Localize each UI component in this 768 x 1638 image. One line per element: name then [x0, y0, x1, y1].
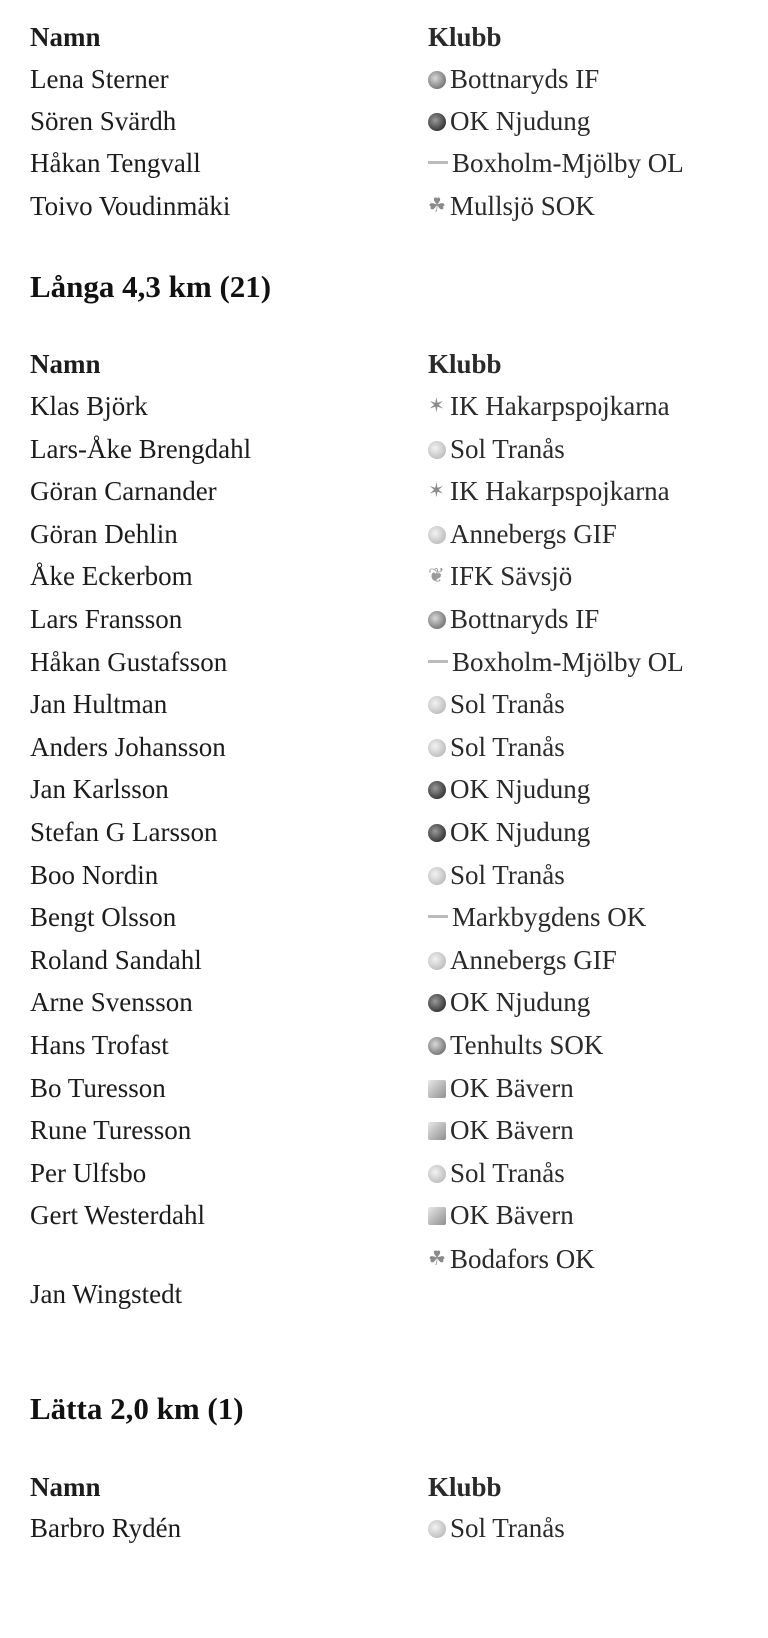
- runner-club: [428, 599, 599, 639]
- bottnaryds-logo-icon: [428, 71, 446, 89]
- bavern-logo-icon: [428, 1080, 446, 1098]
- name-column-header: Namn: [30, 349, 101, 379]
- anneberg-logo-icon: [428, 526, 446, 544]
- runner-name: Boo Nordin: [30, 859, 159, 890]
- table-header-row: [0, 1467, 768, 1507]
- sol-logo-icon: [428, 441, 446, 459]
- table-row: [0, 556, 768, 596]
- sol-logo-icon: [428, 696, 446, 714]
- runner-name: Rune Turesson: [30, 1115, 192, 1146]
- table-row: [0, 642, 768, 682]
- runner-club: [428, 812, 590, 852]
- name-column-header: Namn: [30, 22, 101, 52]
- table-row: [0, 514, 768, 554]
- club-label: IFK Sävsjö: [450, 561, 573, 592]
- runner-name: Anders Johansson: [30, 731, 226, 762]
- club-label: Bottnaryds IF: [450, 604, 600, 634]
- table-row: [0, 1195, 768, 1235]
- runner-club: [428, 1508, 565, 1548]
- table-row: [0, 897, 768, 937]
- runner-name: Toivo Voudinmäki: [30, 191, 231, 221]
- table-row: [0, 812, 768, 852]
- club-label: Tenhults SOK: [450, 1030, 604, 1060]
- runner-club: [428, 897, 646, 937]
- table-row: [0, 1068, 768, 1108]
- runner-name: Håkan Tengvall: [30, 148, 201, 178]
- sol-logo-icon: [428, 867, 446, 885]
- runner-club: [428, 855, 565, 895]
- runner-club: [428, 642, 684, 682]
- table-row: [0, 1239, 768, 1279]
- mullsjo-logo-icon: [428, 198, 446, 216]
- club-label: OK Bävern: [450, 1072, 574, 1103]
- runner-name: Lars-Åke Brengdahl: [30, 433, 252, 464]
- runner-club: [428, 1195, 574, 1235]
- bodafors-logo-icon: [428, 1251, 446, 1269]
- club-label: Sol Tranås: [450, 731, 565, 762]
- club-label: Boxholm-Mjölby OL: [452, 646, 684, 677]
- table-row: [0, 727, 768, 767]
- hakarp-logo-icon: [428, 483, 446, 501]
- runner-club: [428, 143, 684, 183]
- runner-club: [428, 514, 617, 554]
- runner-club: [428, 684, 565, 724]
- club-label: Sol Tranås: [450, 433, 565, 464]
- table-row: [0, 855, 768, 895]
- runner-name: Bengt Olsson: [30, 902, 177, 933]
- runner-name: Sören Svärdh: [30, 106, 177, 136]
- club-label: OK Bävern: [450, 1200, 574, 1231]
- club-label: Sol Tranås: [450, 859, 565, 890]
- club-label: IK Hakarpspojkarna: [450, 476, 670, 507]
- runner-name: Barbro Rydén: [30, 1513, 182, 1543]
- club-column-header: Klubb: [428, 1472, 502, 1502]
- section-title-langa: Långa 4,3 km (21): [30, 269, 272, 304]
- table-row: [0, 101, 768, 141]
- club-label: Bodafors OK: [450, 1244, 595, 1274]
- njudung-logo-icon: [428, 113, 446, 131]
- runner-club: [428, 1239, 595, 1279]
- table-header-row: [0, 344, 768, 384]
- club-column-header: Klubb: [428, 349, 502, 379]
- table-row: [0, 1025, 768, 1065]
- runner-name: Jan Wingstedt: [30, 1279, 183, 1309]
- runner-name: Jan Hultman: [30, 689, 168, 720]
- runner-name: Göran Dehlin: [30, 518, 178, 549]
- club-label: Mullsjö SOK: [450, 191, 595, 221]
- njudung-logo-icon: [428, 824, 446, 842]
- table-row: [0, 982, 768, 1022]
- club-label: Annebergs GIF: [450, 518, 617, 549]
- runner-club: [428, 1068, 574, 1108]
- table-row: [0, 143, 768, 183]
- table-row: [0, 1110, 768, 1150]
- runner-club: [428, 556, 572, 596]
- runner-name: Arne Svensson: [30, 987, 193, 1018]
- club-label: OK Njudung: [450, 817, 591, 847]
- club-label: Annebergs GIF: [450, 944, 617, 975]
- club-label: OK Bävern: [450, 1115, 574, 1146]
- njudung-logo-icon: [428, 994, 446, 1012]
- club-label: Markbygdens OK: [452, 902, 647, 933]
- boxholm-logo-icon: [428, 660, 448, 663]
- table-row: [0, 1508, 768, 1548]
- runner-club: [428, 429, 565, 469]
- runner-name: Göran Carnander: [30, 476, 217, 507]
- table-row: [0, 684, 768, 724]
- bavern-logo-icon: [428, 1207, 446, 1225]
- club-label: Sol Tranås: [450, 1513, 565, 1543]
- runner-name: Stefan G Larsson: [30, 817, 218, 847]
- hakarp-logo-icon: [428, 398, 446, 416]
- club-label: OK Njudung: [450, 987, 591, 1018]
- runner-name: Åke Eckerbom: [30, 561, 193, 592]
- club-label: Boxholm-Mjölby OL: [452, 148, 684, 178]
- table-row: [0, 1153, 768, 1193]
- runner-club: [428, 940, 617, 980]
- runner-club: [428, 1025, 603, 1065]
- runner-club: [428, 769, 590, 809]
- runner-name: Per Ulfsbo: [30, 1157, 147, 1188]
- club-label: Bottnaryds IF: [450, 64, 600, 94]
- runner-name: Håkan Gustafsson: [30, 646, 228, 677]
- club-label: OK Njudung: [450, 106, 591, 136]
- table-row: [0, 599, 768, 639]
- runner-name: Bo Turesson: [30, 1072, 166, 1103]
- runner-name: Klas Björk: [30, 391, 148, 421]
- boxholm-logo-icon: [428, 161, 448, 164]
- runner-name: Hans Trofast: [30, 1030, 169, 1060]
- sol-logo-icon: [428, 1520, 446, 1538]
- runner-club: [428, 101, 590, 141]
- club-label: Sol Tranås: [450, 1157, 565, 1188]
- runner-club: [428, 386, 670, 426]
- anneberg-logo-icon: [428, 952, 446, 970]
- runner-name: Lars Fransson: [30, 604, 183, 634]
- runner-club: [428, 1153, 565, 1193]
- runner-club: [428, 1110, 574, 1150]
- njudung-logo-icon: [428, 781, 446, 799]
- club-column-header: Klubb: [428, 22, 502, 52]
- table-row: [0, 186, 768, 226]
- savsjo-logo-icon: [428, 568, 446, 586]
- sol-logo-icon: [428, 739, 446, 757]
- table-row: [0, 769, 768, 809]
- table-header-row: [0, 17, 768, 57]
- section-title-latta: Lätta 2,0 km (1): [30, 1391, 244, 1426]
- table-row: [0, 940, 768, 980]
- bavern-logo-icon: [428, 1122, 446, 1140]
- runner-club: [428, 59, 599, 99]
- bottnaryds-logo-icon: [428, 611, 446, 629]
- runner-name: Jan Karlsson: [30, 774, 169, 805]
- runner-name: Gert Westerdahl: [30, 1200, 206, 1231]
- runner-club: [428, 471, 670, 511]
- table-row: [0, 471, 768, 511]
- runner-name: Roland Sandahl: [30, 944, 202, 975]
- sol-logo-icon: [428, 1165, 446, 1183]
- table-row: [0, 59, 768, 99]
- club-label: IK Hakarpspojkarna: [450, 391, 670, 421]
- club-label: OK Njudung: [450, 774, 591, 805]
- runner-club: [428, 727, 565, 767]
- table-row: [0, 429, 768, 469]
- table-row: [0, 386, 768, 426]
- tenhult-logo-icon: [428, 1037, 446, 1055]
- runner-club: [428, 186, 595, 226]
- table-row: [0, 1274, 768, 1314]
- runner-name: Lena Sterner: [30, 64, 169, 94]
- club-label: Sol Tranås: [450, 689, 565, 720]
- runner-club: [428, 982, 590, 1022]
- markbygden-logo-icon: [428, 915, 448, 918]
- name-column-header: Namn: [30, 1472, 101, 1502]
